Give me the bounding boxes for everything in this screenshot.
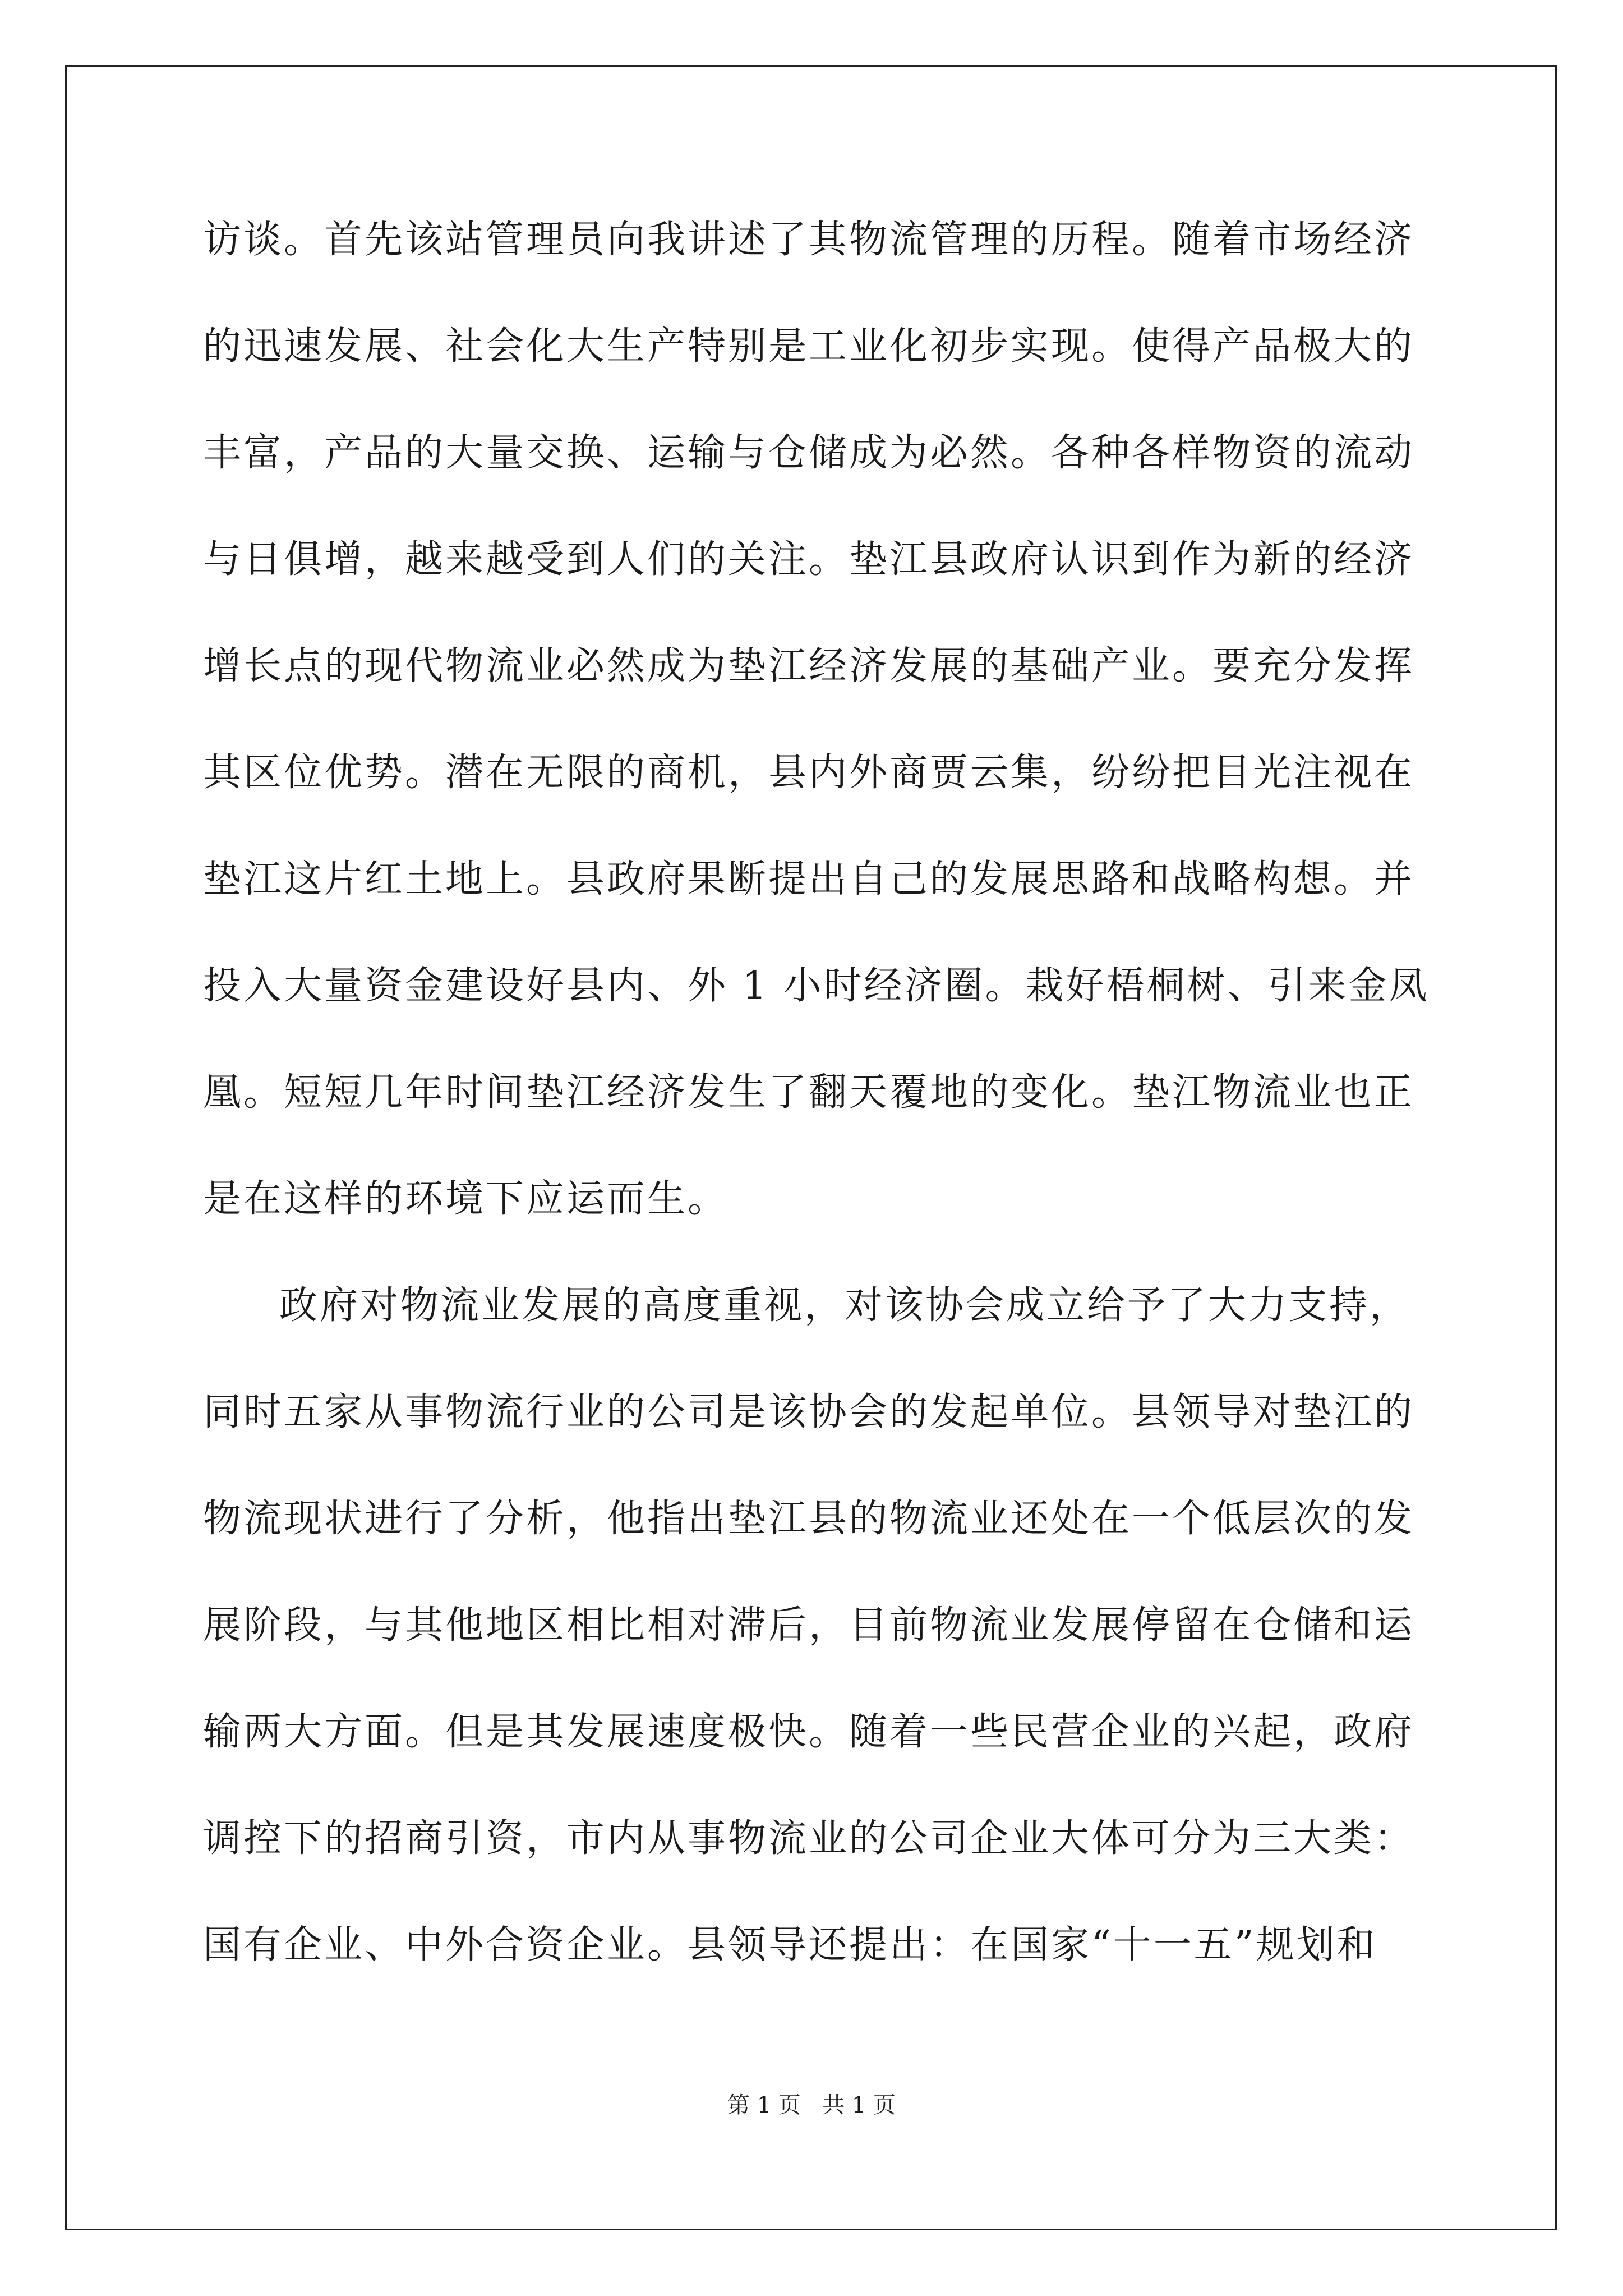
text-line: 与日俱增，越来越受到人们的关注。垫江县政府认识到作为新的经济 (203, 537, 1415, 582)
text-line: 丰富，产品的大量交换、运输与仓储成为必然。各种各样物资的流动 (203, 431, 1415, 475)
document-body (203, 213, 1437, 2025)
text-line: 垫江这片红土地上。县政府果断提出自己的发展思路和战略构想。并 (203, 857, 1415, 901)
text-line: 其区位优势。潜在无限的商机，县内外商贾云集，纷纷把目光注视在 (203, 751, 1415, 795)
text-line: 同时五家从事物流行业的公司是该协会的发起单位。县领导对垫江的 (203, 1390, 1415, 1434)
paragraph-2 (203, 1279, 1437, 1972)
paragraph-1 (203, 213, 1437, 1226)
text-line: 增长点的现代物流业必然成为垫江经济发展的基础产业。要充分发挥 (203, 644, 1415, 688)
text-line: 调控下的招商引资，市内从事物流业的公司企业大体可分为三大类： (203, 1816, 1415, 1861)
text-line: 国有企业、中外合资企业。县领导还提出：在国家“十一五”规划和 (203, 1923, 1377, 1967)
text-line: 的迅速发展、社会化大生产特别是工业化初步实现。使得产品极大的 (203, 324, 1415, 369)
text-line: 凰。短短几年时间垫江经济发生了翻天覆地的变化。垫江物流业也正 (203, 1070, 1415, 1115)
page-footer: 第 1 页 共 1 页 (727, 2092, 896, 2118)
text-line: 投入大量资金建设好县内、外 1 小时经济圈。栽好梧桐树、引来金凤 (203, 964, 1430, 1008)
text-line: 政府对物流业发展的高度重视，对该协会成立给予了大力支持， (279, 1283, 1410, 1328)
text-line: 展阶段，与其他地区相比相对滞后，目前物流业发展停留在仓储和运 (203, 1603, 1415, 1648)
text-line: 是在这样的环境下应运而生。 (203, 1177, 728, 1221)
text-line: 访谈。首先该站管理员向我讲述了其物流管理的历程。随着市场经济 (203, 218, 1415, 262)
text-line: 物流现状进行了分析，他指出垫江县的物流业还处在一个低层次的发 (203, 1497, 1415, 1541)
text-line: 输两大方面。但是其发展速度极快。随着一些民营企业的兴起，政府 (203, 1710, 1415, 1754)
